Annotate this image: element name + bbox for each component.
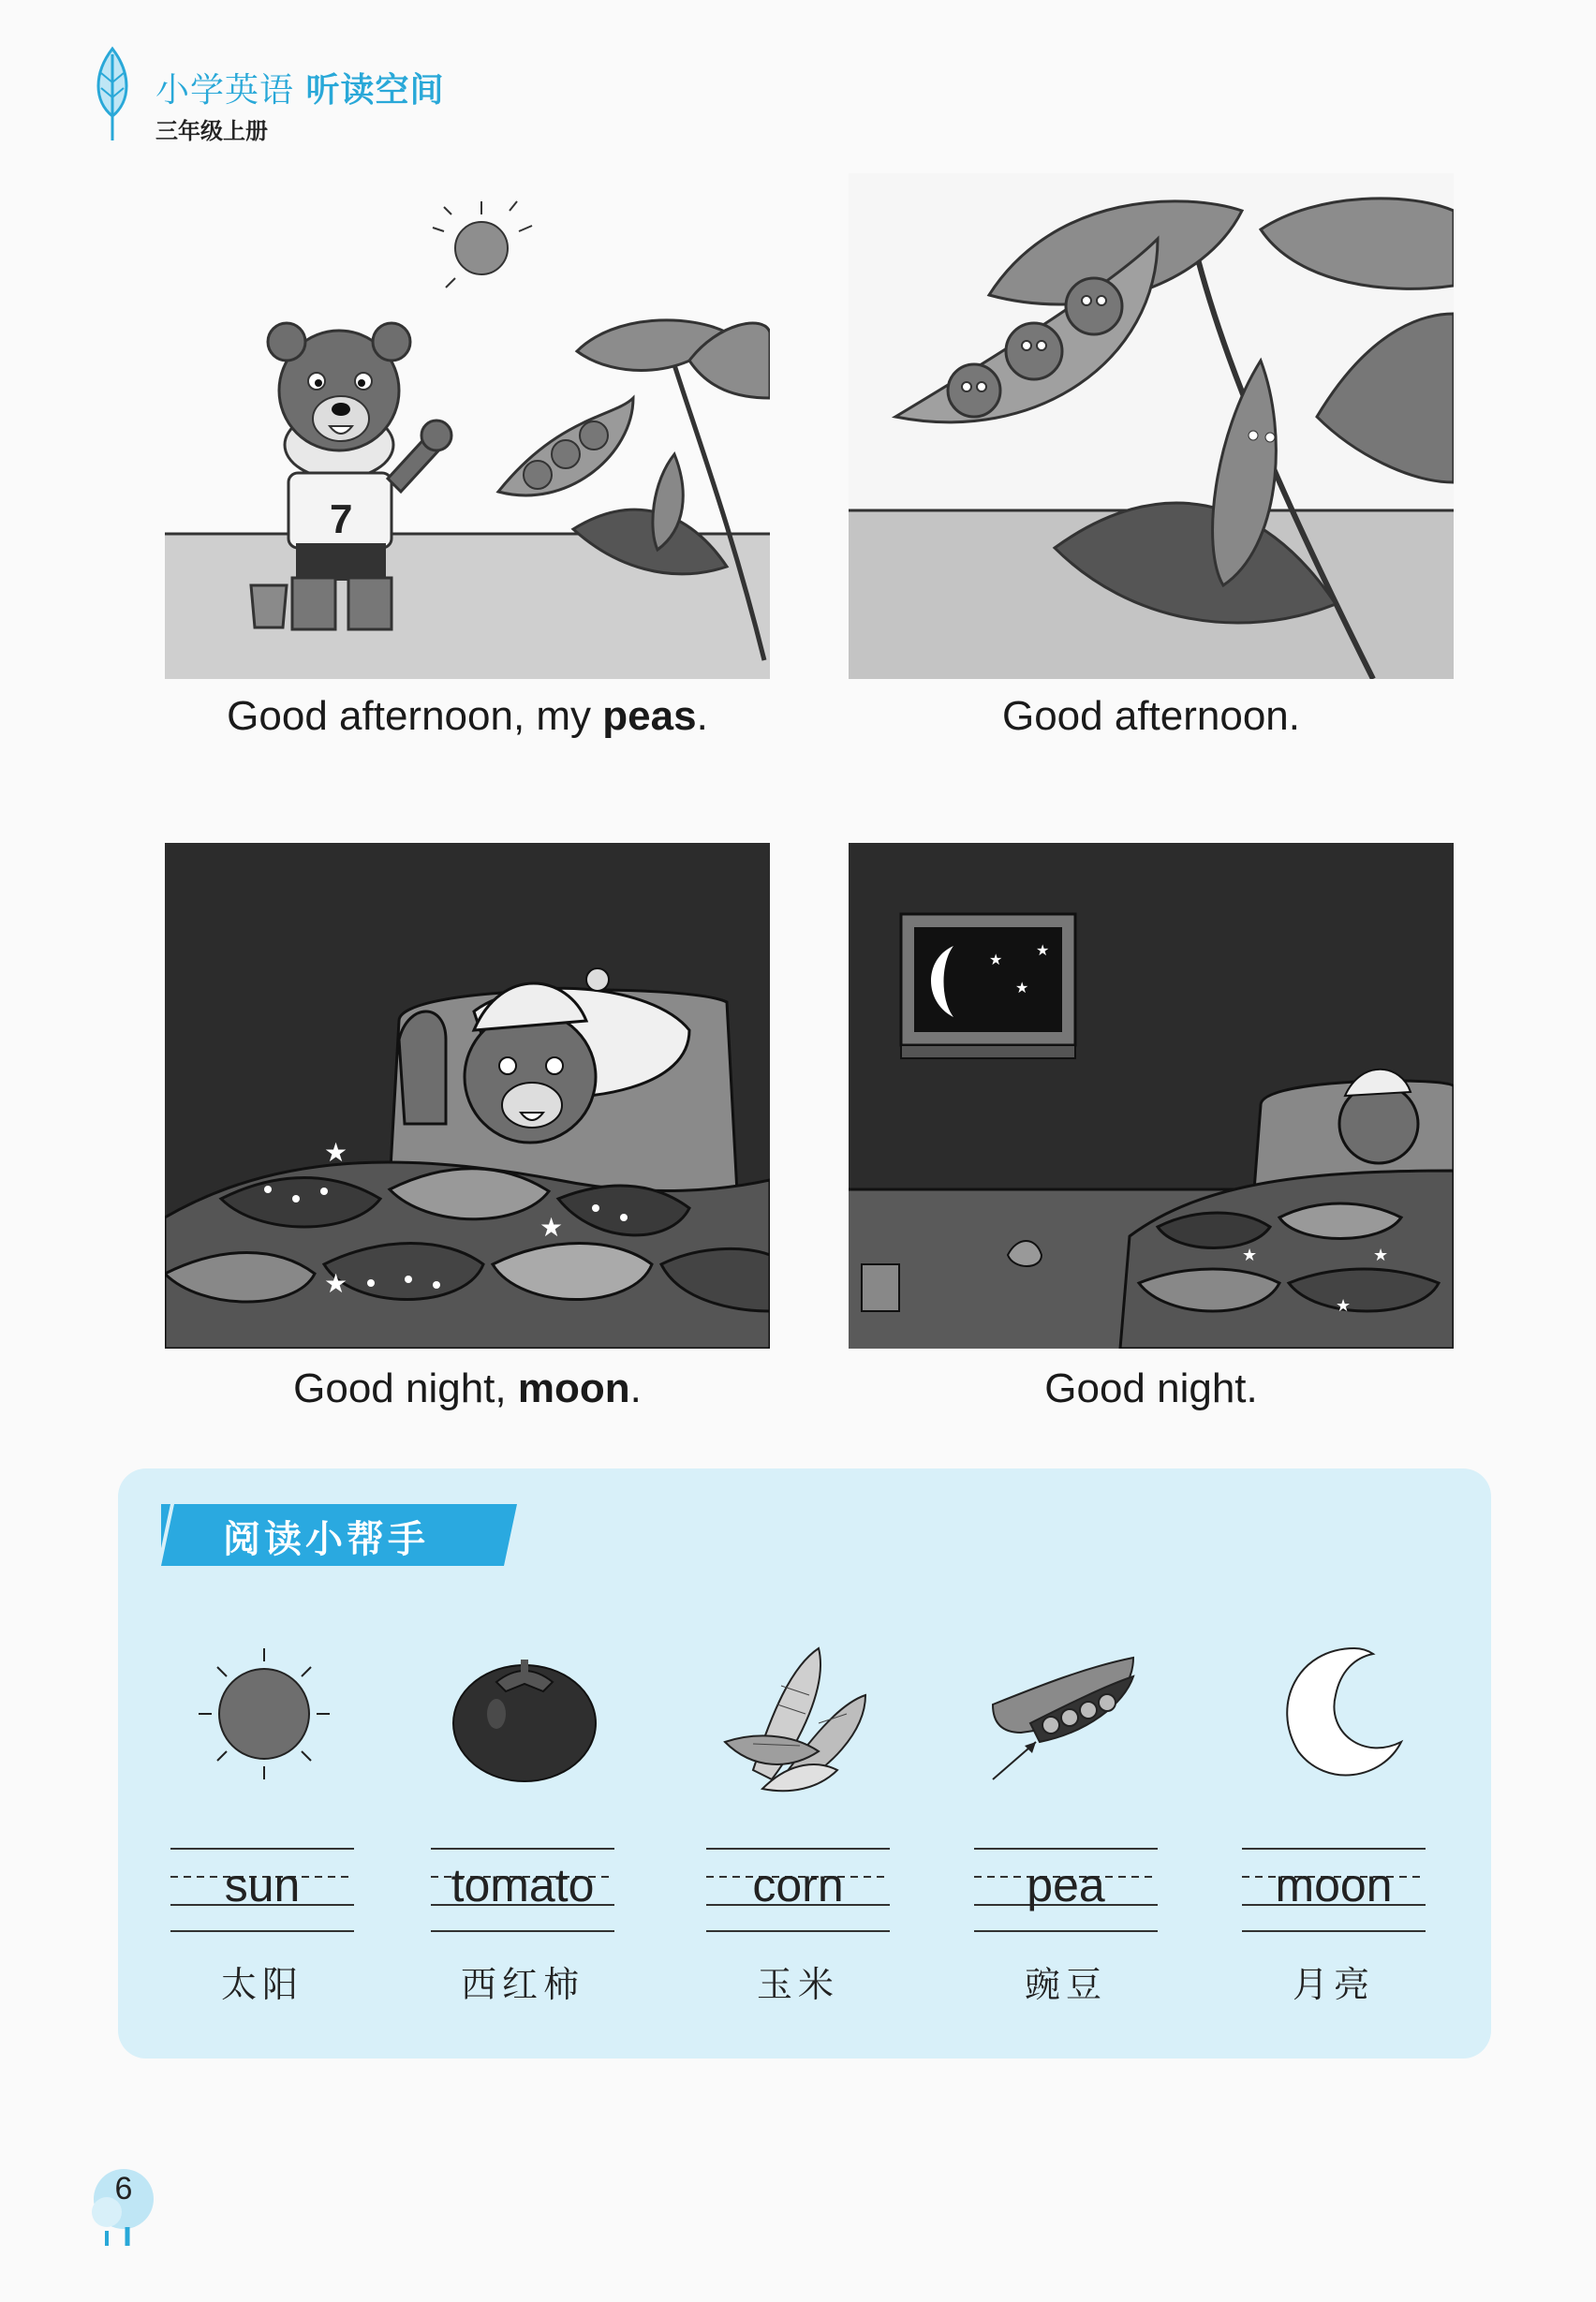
tomato-icon [440, 1630, 609, 1798]
vocab-meaning: 豌豆 [1024, 1964, 1107, 2005]
vocab-item-pea [974, 1630, 1161, 2004]
svg-text:★: ★ [989, 951, 1003, 968]
pea-icon [983, 1630, 1152, 1798]
vocab-word: corn [752, 1859, 844, 1911]
corn-icon [716, 1630, 884, 1798]
book-title: 小学英语 听读空间 [155, 71, 445, 110]
sun-icon [180, 1630, 348, 1798]
vocab-meaning: 西红柿 [460, 1964, 584, 2005]
caption-panel-4: Good night. [1044, 1365, 1258, 1411]
svg-text:★: ★ [324, 1137, 348, 1168]
book-subtitle: 三年级上册 [155, 117, 268, 144]
caption-panel-2: Good afternoon. [1001, 693, 1300, 739]
svg-text:★: ★ [1036, 941, 1050, 959]
bear-and-peas-icon [165, 173, 770, 679]
vocab-item-tomato [431, 1630, 618, 2004]
vocab-meaning: 太阳 [220, 1964, 303, 2005]
page-number: 6 [114, 2171, 133, 2206]
vocab-meaning: 玉米 [756, 1964, 839, 2005]
book-header [90, 45, 577, 148]
svg-text:★: ★ [1373, 1246, 1389, 1265]
illustration-peas-reply [849, 173, 1454, 679]
leaf-icon [90, 45, 135, 142]
vocab-item-corn [706, 1630, 894, 2004]
vocab-meaning: 月亮 [1292, 1964, 1375, 2005]
caption-panel-3: Good night, moon. [293, 1365, 642, 1411]
moon-icon [1251, 1630, 1420, 1798]
vocab-item-sun [170, 1630, 358, 2004]
illustration-bear-in-bed [165, 843, 770, 1349]
svg-text:★: ★ [1336, 1296, 1352, 1316]
illustration-bear-greeting-peas [165, 173, 770, 679]
smiling-peas-icon [849, 173, 1454, 679]
vocab-word: pea [1027, 1859, 1105, 1911]
vocab-item-moon [1242, 1630, 1429, 2004]
sleepy-bear-icon [165, 843, 770, 1349]
svg-text:★: ★ [1015, 979, 1029, 996]
vocab-word: moon [1275, 1859, 1393, 1911]
helper-title: 阅读小帮手 [223, 1518, 429, 1561]
svg-text:★: ★ [1242, 1246, 1258, 1265]
vocab-word: sun [224, 1859, 301, 1911]
illustration-night-room [849, 843, 1454, 1349]
svg-text:★: ★ [539, 1212, 564, 1243]
night-room-icon [849, 843, 1454, 1349]
vocab-word: tomato [451, 1859, 595, 1911]
svg-text:★: ★ [324, 1268, 348, 1299]
caption-panel-1: Good afternoon, my peas. [227, 693, 708, 739]
svg-text:7: 7 [330, 496, 353, 542]
